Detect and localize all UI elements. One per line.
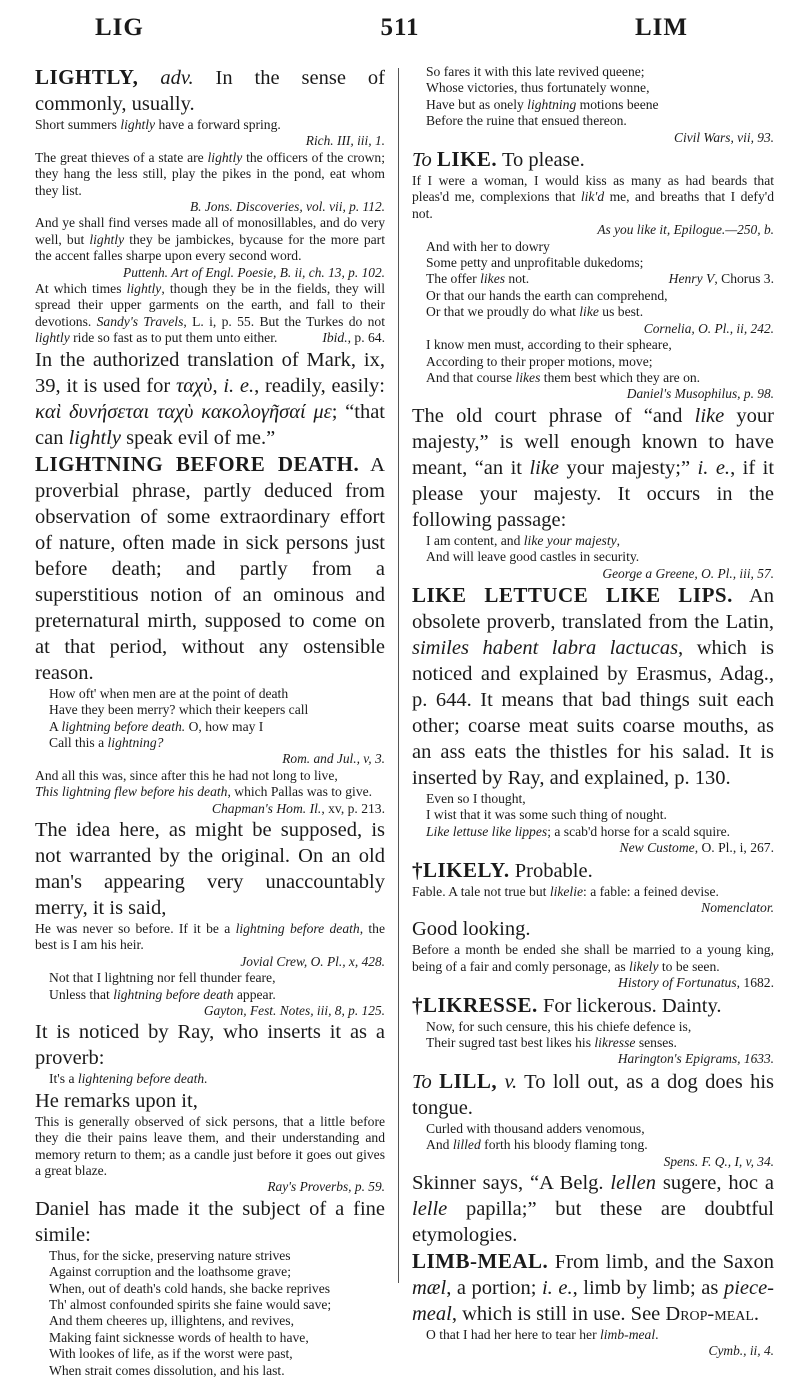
entry-text: In the authorized translation of Mark, ix, 39, it is used for ταχὺ, i. e., readily, easily: καὶ δυνήσεται ταχὺ κακολογῆσαί με; “that can lightly speak evil of me.”	[35, 348, 386, 449]
verse-quotation: How oft' when men are at the point of death Have they been merry? which their keepers call A lightning before death. O, how may I Call this a lightning?	[49, 685, 309, 750]
column-divider	[398, 68, 399, 1283]
entry-text: †LIKELY. Probable.	[412, 857, 593, 882]
citation: Cymb., ii, 4.	[708, 1343, 774, 1359]
entry-text: To LIKE. To please.	[412, 147, 585, 172]
citation: Civil Wars, vii, 93.	[674, 129, 774, 145]
verse-quotation: Now, for such censure, this his chiefe defence is, Their sugred tast best likes his likresse senses.	[426, 1018, 692, 1050]
quotation-text: If I were a woman, I would kiss as many as had beards that pleas'd me, complexions that lik'd me, and breaths that I defy'd not.	[412, 173, 774, 221]
verse-quotation: It's a lightening before death.	[49, 1071, 208, 1087]
entry-text: The idea here, as might be supposed, is not warranted by the original. On an old man's appearing very unaccountably merry, it is said,	[35, 818, 385, 919]
quotation-text: Before a month be ended she shall be married to a young king, being of a fair and comly personage, as likely to be seen. History of Fortunatus, 1682.	[412, 942, 774, 991]
entry-text: Daniel has made it the subject of a fine simile:	[35, 1197, 385, 1246]
citation: Daniel's Musophilus, p. 98.	[626, 386, 774, 402]
quotation-text: The great thieves of a state are lightly the officers of the crown; they hang the less still, play the pikes in the pond, eat whom they list.	[35, 149, 385, 198]
citation: Rich. III, iii, 1.	[305, 133, 385, 149]
verse-quotation: So fares it with this late revived queene; Whose victories, thus fortunately wonne, Have but as onely lightning motions beene Before the ruine that ensued thereon.	[426, 64, 659, 129]
quotation-text: And all this was, since after this he had not long to live,	[35, 767, 338, 783]
quotation-text: And ye shall find verses made all of monosillables, and do very well, but lightly they be jambickes, bycause for the more part the accent falles sharpe upon every second word.	[35, 215, 385, 264]
citation: Jovial Crew, O. Pl., x, 428.	[240, 953, 385, 969]
entry-text: Good looking.	[412, 918, 531, 941]
verse-quotation: O that I had her here to tear her limb-meal.	[426, 1327, 659, 1343]
citation: Puttenh. Art of Engl. Poesie, B. ii, ch. 13, p. 102.	[123, 264, 385, 280]
citation: Gayton, Fest. Notes, iii, 8, p. 125.	[203, 1002, 385, 1018]
entry-text: He remarks upon it,	[35, 1089, 198, 1112]
verse-quotation: Curled with thousand adders venomous, And lilled forth his bloody flaming tong.	[426, 1120, 648, 1153]
header-left-guide-word: LIG	[95, 14, 144, 41]
quotation-text: This lightning flew before his death, which Pallas was to give. Chapman's Hom. Il., xv, p. 213.	[35, 784, 385, 816]
verse-quotation: Even so I thought, I wist that it was some such thing of nought. Like lettuse like lippes; a scab'd horse for a scald squire. New Custome, O. Pl., i, 267.	[426, 790, 774, 856]
verse-quotation: Not that I lightning nor fell thunder feare, Unless that lightning before death appear.	[49, 970, 276, 1002]
header-right-guide-word: LIM	[635, 14, 688, 41]
citation: As you like it, Epilogue.—250, b.	[597, 222, 774, 238]
citation: George a Greene, O. Pl., iii, 57.	[602, 565, 774, 581]
quotation-text: He was never so before. If it be a lightning before death, the best is I am his heir.	[35, 920, 386, 953]
entry-text: LIKE LETTUCE LIKE LIPS. An obsolete proverb, translated from the Latin, similes habent labra lactucas, which is noticed and explained by Erasmus, Adag., p. 644. It means that bad things suit each other; coarse meat suits coarse mouths, as an ass eats the thistles for his salad. It is inserted by Ray, and explained, p. 130.	[412, 582, 774, 789]
entry-text: It is noticed by Ray, who inserts it as a proverb:	[35, 1021, 385, 1070]
verse-quotation: I know men must, according to their spheare, According to their proper motions, move; And that course likes them best which they are on.	[426, 337, 701, 385]
entry-text: †LIKRESSE. For lickerous. Dainty.	[412, 992, 722, 1017]
verse-quotation: Thus, for the sicke, preserving nature strives Against corruption and the loathsome grave; When, out of death's cold hands, she backe reprives Th' almost confounded spirits she faine would save; And them cheeres up, illightens, and revives, Making faint sicknesse words of health to have, With lookes of life, as if the worst were past, When strait comes dissolution, and his last.	[49, 1247, 332, 1378]
entry-text: LIMB-MEAL. From limb, and the Saxon mæl, a portion; i. e., limb by limb; as piece-meal, which is still in use. See Drop-meal.	[412, 1249, 775, 1326]
quotation-text: At which times lightly, though they be in the fields, they will spread their upper garments on the earth, and fall to their devotions. Sandy's Travels, L. i, p. 55. But the Turkes do not lightly ride so fast as to put them unto either. Ibid., p. 64.	[35, 281, 385, 346]
citation: Spens. F. Q., I, v, 34.	[663, 1153, 774, 1169]
entry-text: To LILL, v. To loll out, as a dog does his tongue.	[412, 1068, 775, 1119]
citation: Cornelia, O. Pl., ii, 242.	[643, 320, 774, 336]
verse-quotation: I am content, and like your majesty, And will leave good castles in security.	[426, 532, 640, 565]
page-number: 511	[380, 14, 420, 41]
entry-text: The old court phrase of “and like your majesty,” is well enough known to have meant, “an it like your majesty;” i. e., if it please your majesty. It occurs in the following passage:	[412, 404, 775, 531]
citation: Harington's Epigrams, 1633.	[617, 1051, 774, 1067]
citation: B. Jons. Discoveries, vol. vii, p. 112.	[189, 199, 385, 215]
citation: Ray's Proverbs, p. 59.	[267, 1179, 385, 1195]
citation: Rom. and Jul., v, 3.	[282, 751, 385, 767]
left-column	[35, 64, 386, 1378]
running-header	[0, 8, 800, 48]
quotation-text: Short summers lightly have a forward spring.	[35, 117, 281, 132]
verse-quotation: And with her to dowry Some petty and unprofitable dukedoms; The offer likes not. Henry V, Chorus 3.	[426, 238, 774, 287]
quotation-text: This is generally observed of sick persons, that a little before they die their pains leave them, and their understanding and memory return to them; as a candle just before it goes out gives a great blaze.	[35, 1113, 385, 1178]
entry-text: Skinner says, “A Belg. lellen sugere, hoc a lelle papilla;” but these are doubtful etymologies.	[412, 1172, 774, 1247]
entry-text: LIGHTLY, adv. In the sense of commonly, usually.	[35, 65, 385, 115]
verse-quotation: Or that our hands the earth can comprehend, Or that we proudly do what like us best.	[426, 287, 668, 320]
entry-text: LIGHTNING BEFORE DEATH. A proverbial phrase, partly deduced from observation of some extraordinary effort of nature, often made in sick persons just before death; and partly from a superstitious notion of an ominous and preternatural mirth, supposed to come on at that period, without any ostensible reason.	[35, 451, 385, 684]
right-column	[412, 64, 775, 1359]
quotation-text: Fable. A tale not true but likelie: a fable: a feined devise. Nomenclator.	[412, 883, 774, 915]
